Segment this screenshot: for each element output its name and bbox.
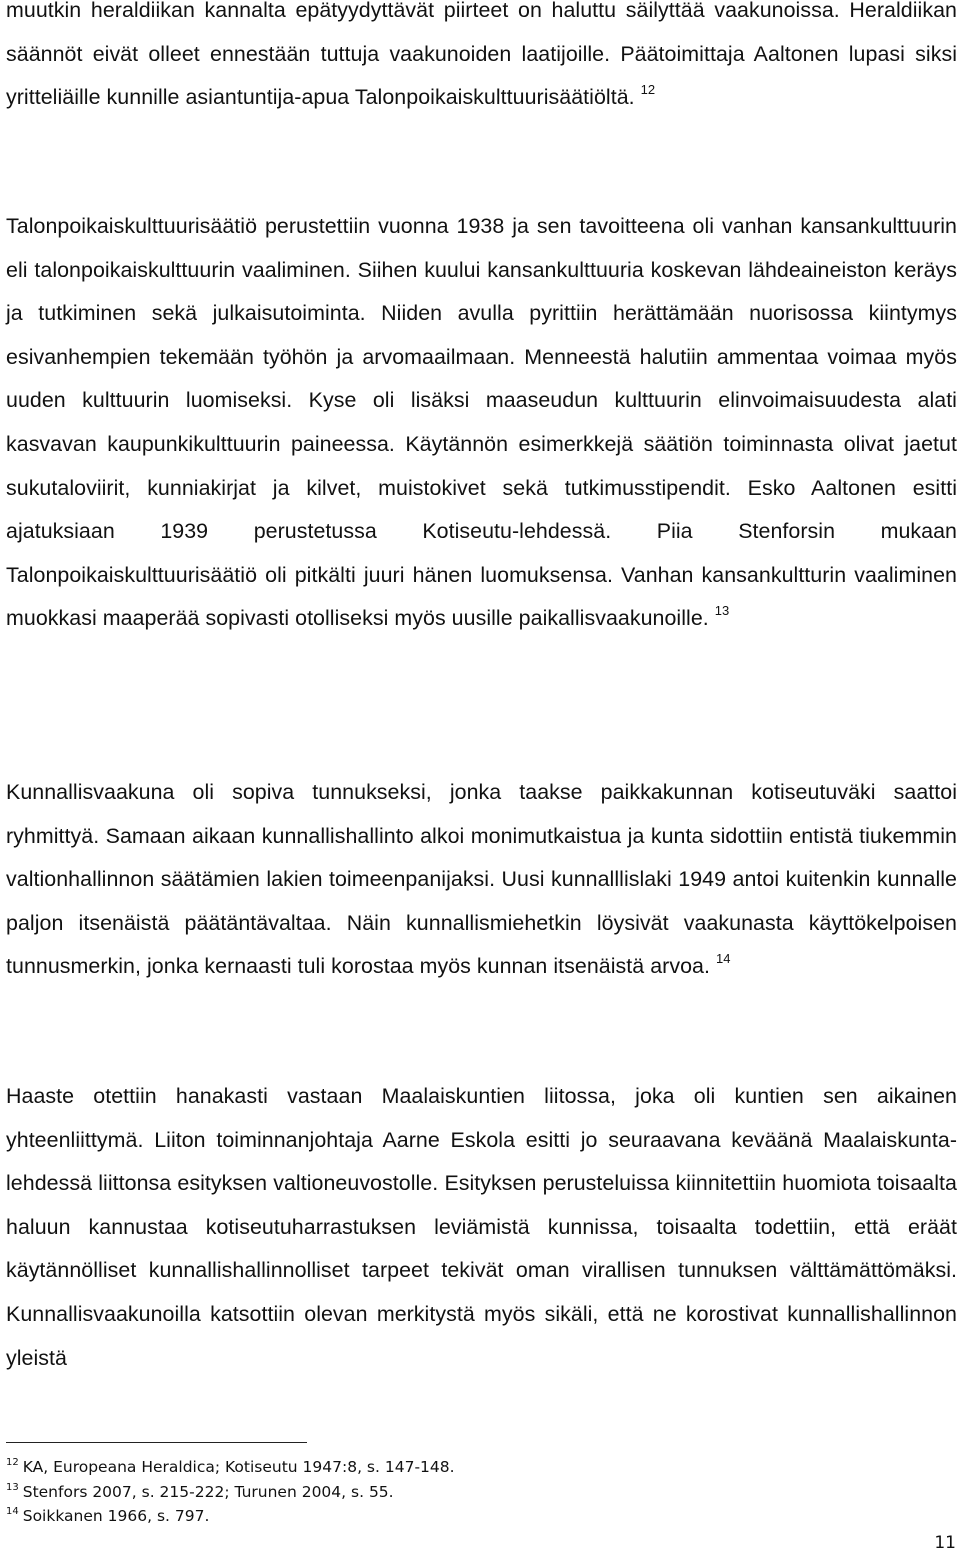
footnote-number: 14 xyxy=(6,1506,19,1517)
paragraph-text: Talonpoikaiskulttuurisäätiö perustettiin vuonna 1938 ja sen tavoitteena oli vanhan kansankulttuurin eli talonpoikaiskulttuurin vaaliminen. Siihen kuului kansankulttuuria koskevan lähdeaineiston keräys ja tutkiminen sekä julkaisutoiminta. Niiden avulla pyrittiin herättämään nuorisossa kiintymys esivanhempien tekemään työhön ja arvomaailmaan. Menneestä halutiin ammentaa voimaa myös uuden kulttuurin luomiseksi. Kyse oli lisäksi maaseudun kulttuurin elinvoimaisuudesta alati kasvavan kaupunkikulttuurin paineessa. Käytännön esimerkkejä säätiön toiminnasta olivat jaetut sukutaloviirit, kunniakirjat ja kilvet, muistokivet sekä tutkimusstipendit. Esko Aaltonen esitti ajatuksiaan 1939 perustetussa Kotiseutu-lehdessä. Piia Stenforsin mukaan Talonpoikaiskulttuurisäätiö oli pitkälti juuri hänen luomuksensa. Vanhan kansankultturin vaaliminen muokkasi maaperää sopivasti otolliseksi myös uusille paikallisvaakunoille. xyxy=(6,214,957,631)
footnotes xyxy=(6,1455,906,1529)
paragraph-text: Kunnallisvaakuna oli sopiva tunnukseksi, jonka taakse paikkakunnan kotiseutuväki saattoi ryhmittyä. Samaan aikaan kunnallishallinto alkoi monimutkaistua ja kunta sidottiin entistä tiukemmin valtionhallinnon säätämien lakien toimeenpanijaksi. Uusi kunnalllislaki 1949 antoi kuitenkin kunnalle paljon itsenäistä päätäntävaltaa. Näin kunnallismiehetkin löysivät vaakunasta käyttökelpoisen tunnusmerkin, jonka kernaasti tuli korostaa myös kunnan itsenäistä arvoa. xyxy=(6,780,957,979)
page-number: 11 xyxy=(934,1533,956,1553)
footnote-separator xyxy=(6,1442,307,1443)
footnote-number: 12 xyxy=(6,1457,19,1468)
paragraph-text: muutkin heraldiikan kannalta epätyydyttävät piirteet on haluttu säilyttää vaakunoissa. Heraldiikan säännöt eivät olleet ennestään tuttuja vaakunoiden laatijoille. Päätoimittaja Aaltonen lupasi siksi yritteliäille kunnille asiantuntija-apua Talonpoikaiskulttuurisäätiöltä. xyxy=(6,0,957,110)
paragraph-text: Haaste otettiin hanakasti vastaan Maalaiskuntien liitossa, joka oli kuntien sen aikainen yhteenliittymä. Liiton toiminnanjohtaja Aarne Eskola esitti jo seuraavana keväänä Maalaiskunta-lehdessä liittonsa esityksen valtioneuvostolle. Esityksen perusteluissa kiinnitettiin huomiota toisaalta haluun kannustaa kotiseutuharrastuksen leviämistä kunnissa, toisaalta todettiin, että eräät käytännölliset kunnallishallinnolliset tarpeet tekivät oman virallisen tunnuksen välttämättömäksi. Kunnallisvaakunoilla katsottiin olevan merkitystä myös sikäli, että ne korostivat kunnallishallinnon yleistä xyxy=(6,1084,957,1370)
footnote-14 xyxy=(6,1504,906,1529)
body-paragraph-4 xyxy=(6,1075,957,1380)
footnote-text: Soikkanen 1966, s. 797. xyxy=(22,1507,210,1525)
body-paragraph-3 xyxy=(6,771,957,989)
body-paragraph-1 xyxy=(6,0,957,120)
footnote-reference-13: 13 xyxy=(714,603,730,619)
footnote-text: KA, Europeana Heraldica; Kotiseutu 1947:8, s. 147-148. xyxy=(22,1458,455,1476)
footnote-text: Stenfors 2007, s. 215-222; Turunen 2004, s. 55. xyxy=(22,1482,394,1501)
body-paragraph-2 xyxy=(6,205,957,641)
footnote-13 xyxy=(6,1480,906,1505)
footnote-12 xyxy=(6,1455,906,1480)
footnote-reference-14: 14 xyxy=(715,951,731,967)
footnote-reference-12: 12 xyxy=(640,82,656,98)
footnote-number: 13 xyxy=(6,1481,19,1493)
